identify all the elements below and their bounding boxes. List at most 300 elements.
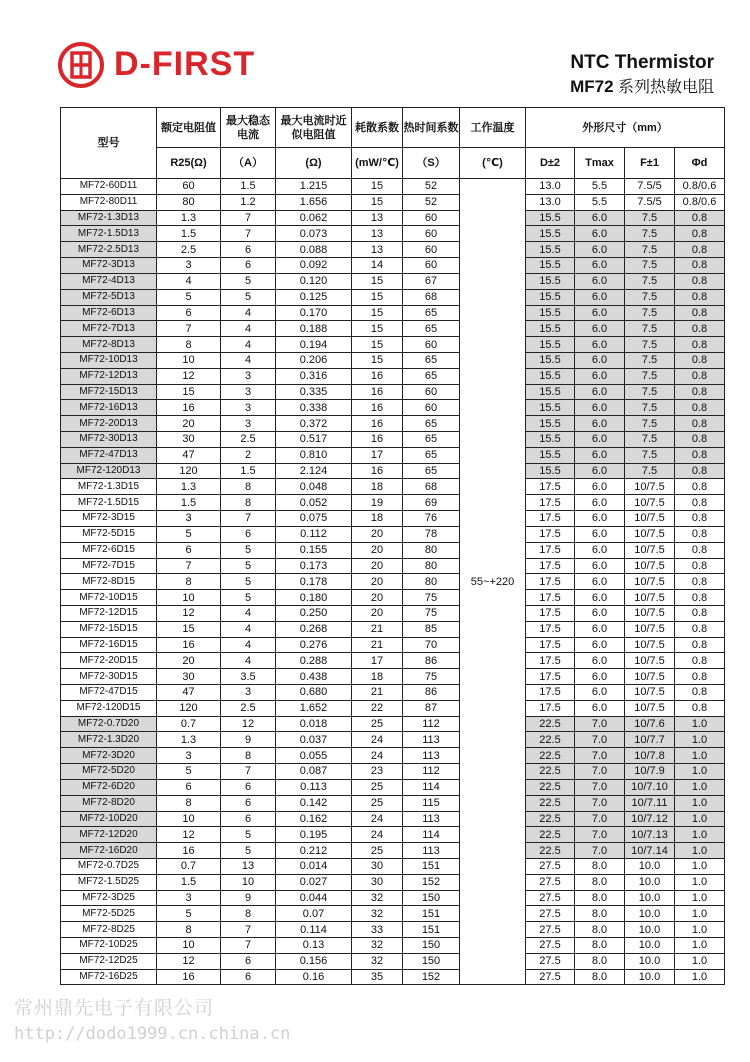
cell-time-const: 80 — [403, 574, 460, 590]
cell-imax: 6 — [221, 953, 276, 969]
cell-imax: 4 — [221, 653, 276, 669]
table-row — [61, 653, 725, 669]
cell-dissipation: 17 — [352, 447, 403, 463]
cell-tmax: 7.0 — [575, 764, 625, 780]
col-temp: 工作温度 — [460, 108, 526, 148]
cell-d: 15.5 — [526, 384, 575, 400]
cell-d: 15.5 — [526, 400, 575, 416]
col-phid: Φd — [675, 148, 725, 179]
cell-model: MF72-7D15 — [61, 558, 157, 574]
cell-r25: 7 — [157, 558, 221, 574]
cell-d: 17.5 — [526, 511, 575, 527]
cell-f: 10/7.5 — [625, 700, 675, 716]
cell-time-const: 114 — [403, 779, 460, 795]
cell-time-const: 75 — [403, 669, 460, 685]
col-dissipation-unit: (mW/℃) — [352, 148, 403, 179]
cell-phid: 1.0 — [675, 732, 725, 748]
cell-f: 10/7.5 — [625, 542, 675, 558]
cell-imax: 4 — [221, 305, 276, 321]
cell-f: 10.0 — [625, 922, 675, 938]
table-row — [61, 258, 725, 274]
cell-tmax: 8.0 — [575, 938, 625, 954]
cell-model: MF72-3D13 — [61, 258, 157, 274]
cell-r25: 1.5 — [157, 874, 221, 890]
cell-model: MF72-5D20 — [61, 764, 157, 780]
cell-imax: 5 — [221, 843, 276, 859]
cell-time-const: 113 — [403, 748, 460, 764]
cell-phid: 0.8 — [675, 289, 725, 305]
cell-model: MF72-20D13 — [61, 416, 157, 432]
cell-dissipation: 15 — [352, 194, 403, 210]
table-row — [61, 953, 725, 969]
cell-model: MF72-5D25 — [61, 906, 157, 922]
cell-time-const: 60 — [403, 337, 460, 353]
cell-f: 10.0 — [625, 938, 675, 954]
cell-phid: 0.8 — [675, 685, 725, 701]
cell-f: 10/7.8 — [625, 748, 675, 764]
cell-time-const: 113 — [403, 843, 460, 859]
cell-rmin: 0.112 — [276, 526, 352, 542]
cell-dissipation: 35 — [352, 969, 403, 985]
cell-f: 7.5 — [625, 400, 675, 416]
cell-d: 27.5 — [526, 874, 575, 890]
cell-imax: 2.5 — [221, 432, 276, 448]
cell-d: 15.5 — [526, 242, 575, 258]
table-row — [61, 858, 725, 874]
cell-phid: 1.0 — [675, 922, 725, 938]
cell-model: MF72-30D13 — [61, 432, 157, 448]
cell-d: 22.5 — [526, 779, 575, 795]
col-d: D±2 — [526, 148, 575, 179]
table-row — [61, 969, 725, 985]
cell-model: MF72-60D11 — [61, 179, 157, 195]
cell-r25: 15 — [157, 384, 221, 400]
table-row — [61, 479, 725, 495]
table-row — [61, 843, 725, 859]
cell-d: 22.5 — [526, 748, 575, 764]
table-row — [61, 764, 725, 780]
table-row — [61, 447, 725, 463]
cell-time-const: 65 — [403, 447, 460, 463]
cell-rmin: 0.335 — [276, 384, 352, 400]
cell-rmin: 0.018 — [276, 716, 352, 732]
cell-f: 10/7.5 — [625, 637, 675, 653]
cell-imax: 5 — [221, 574, 276, 590]
cell-phid: 0.8 — [675, 273, 725, 289]
cell-model: MF72-8D25 — [61, 922, 157, 938]
cell-r25: 30 — [157, 432, 221, 448]
cell-dissipation: 15 — [352, 289, 403, 305]
cell-time-const: 151 — [403, 906, 460, 922]
cell-r25: 47 — [157, 685, 221, 701]
cell-f: 10.0 — [625, 858, 675, 874]
col-r25: 额定电阻值 — [157, 108, 221, 148]
cell-tmax: 6.0 — [575, 289, 625, 305]
cell-imax: 1.5 — [221, 463, 276, 479]
cell-r25: 80 — [157, 194, 221, 210]
table-row — [61, 874, 725, 890]
cell-time-const: 150 — [403, 890, 460, 906]
cell-dissipation: 20 — [352, 605, 403, 621]
cell-imax: 8 — [221, 479, 276, 495]
cell-r25: 0.7 — [157, 716, 221, 732]
watermark-company: 常州鼎先电子有限公司 — [14, 997, 215, 1019]
cell-d: 15.5 — [526, 289, 575, 305]
cell-tmax: 8.0 — [575, 906, 625, 922]
cell-model: MF72-30D15 — [61, 669, 157, 685]
table-row — [61, 305, 725, 321]
cell-rmin: 0.170 — [276, 305, 352, 321]
cell-dissipation: 16 — [352, 400, 403, 416]
cell-d: 22.5 — [526, 764, 575, 780]
cell-dissipation: 18 — [352, 669, 403, 685]
cell-model: MF72-10D13 — [61, 352, 157, 368]
cell-model: MF72-6D20 — [61, 779, 157, 795]
table-row — [61, 321, 725, 337]
cell-phid: 0.8 — [675, 526, 725, 542]
cell-model: MF72-6D15 — [61, 542, 157, 558]
cell-model: MF72-80D11 — [61, 194, 157, 210]
cell-r25: 12 — [157, 953, 221, 969]
cell-rmin: 0.073 — [276, 226, 352, 242]
cell-d: 15.5 — [526, 305, 575, 321]
cell-imax: 12 — [221, 716, 276, 732]
watermark-url: http://dodo1999.cn.china.cn — [14, 1024, 291, 1044]
cell-model: MF72-15D13 — [61, 384, 157, 400]
page-header — [0, 0, 750, 105]
cell-model: MF72-16D20 — [61, 843, 157, 859]
cell-phid: 0.8 — [675, 368, 725, 384]
cell-rmin: 0.178 — [276, 574, 352, 590]
cell-time-const: 112 — [403, 764, 460, 780]
cell-imax: 3 — [221, 384, 276, 400]
cell-rmin: 0.075 — [276, 511, 352, 527]
cell-phid: 0.8 — [675, 400, 725, 416]
cell-d: 22.5 — [526, 827, 575, 843]
cell-rmin: 0.092 — [276, 258, 352, 274]
cell-imax: 1.5 — [221, 179, 276, 195]
cell-f: 7.5 — [625, 273, 675, 289]
cell-d: 17.5 — [526, 700, 575, 716]
table-row — [61, 637, 725, 653]
d-first-logo-icon — [58, 42, 104, 88]
title-chinese — [570, 74, 714, 97]
cell-model: MF72-1.3D20 — [61, 732, 157, 748]
cell-phid: 0.8 — [675, 305, 725, 321]
table-row — [61, 526, 725, 542]
table-row — [61, 779, 725, 795]
cell-f: 7.5/5 — [625, 179, 675, 195]
cell-dissipation: 16 — [352, 432, 403, 448]
cell-d: 27.5 — [526, 858, 575, 874]
cell-model: MF72-0.7D25 — [61, 858, 157, 874]
cell-r25: 1.3 — [157, 210, 221, 226]
col-imax-unit: （A） — [221, 148, 276, 179]
cell-tmax: 6.0 — [575, 669, 625, 685]
cell-f: 10/7.11 — [625, 795, 675, 811]
cell-d: 22.5 — [526, 795, 575, 811]
cell-r25: 10 — [157, 811, 221, 827]
cell-time-const: 113 — [403, 811, 460, 827]
cell-dissipation: 20 — [352, 590, 403, 606]
cell-phid: 0.8 — [675, 432, 725, 448]
cell-model: MF72-0.7D20 — [61, 716, 157, 732]
cell-phid: 0.8 — [675, 605, 725, 621]
table-row — [61, 906, 725, 922]
table-row — [61, 463, 725, 479]
cell-r25: 3 — [157, 890, 221, 906]
cell-time-const: 86 — [403, 653, 460, 669]
cell-dissipation: 13 — [352, 210, 403, 226]
col-r25-unit: R25(Ω) — [157, 148, 221, 179]
cell-tmax: 6.0 — [575, 305, 625, 321]
title-model: MF72 — [570, 77, 614, 96]
cell-imax: 6 — [221, 779, 276, 795]
table-row — [61, 495, 725, 511]
cell-tmax: 8.0 — [575, 890, 625, 906]
col-rmin: 最大电流时近似电阻值 — [276, 108, 352, 148]
cell-dissipation: 18 — [352, 479, 403, 495]
cell-tmax: 6.0 — [575, 605, 625, 621]
cell-rmin: 0.438 — [276, 669, 352, 685]
table-row — [61, 511, 725, 527]
cell-phid: 1.0 — [675, 748, 725, 764]
cell-rmin: 0.276 — [276, 637, 352, 653]
cell-rmin: 0.155 — [276, 542, 352, 558]
cell-time-const: 65 — [403, 416, 460, 432]
cell-model: MF72-10D20 — [61, 811, 157, 827]
cell-f: 7.5 — [625, 242, 675, 258]
table-row — [61, 795, 725, 811]
cell-rmin: 1.656 — [276, 194, 352, 210]
cell-phid: 0.8 — [675, 321, 725, 337]
cell-operating-temp: 55~+220 — [460, 179, 526, 985]
cell-d: 15.5 — [526, 258, 575, 274]
cell-d: 15.5 — [526, 447, 575, 463]
cell-rmin: 0.027 — [276, 874, 352, 890]
cell-phid: 0.8 — [675, 384, 725, 400]
col-dissipation: 耗散系数 — [352, 108, 403, 148]
cell-d: 27.5 — [526, 890, 575, 906]
cell-tmax: 7.0 — [575, 748, 625, 764]
cell-phid: 0.8 — [675, 416, 725, 432]
cell-time-const: 65 — [403, 432, 460, 448]
cell-f: 10/7.5 — [625, 669, 675, 685]
cell-model: MF72-3D20 — [61, 748, 157, 764]
cell-d: 15.5 — [526, 368, 575, 384]
cell-r25: 12 — [157, 368, 221, 384]
cell-d: 22.5 — [526, 843, 575, 859]
cell-dissipation: 24 — [352, 732, 403, 748]
table-row — [61, 194, 725, 210]
table-row — [61, 621, 725, 637]
cell-rmin: 0.088 — [276, 242, 352, 258]
cell-tmax: 7.0 — [575, 843, 625, 859]
cell-r25: 15 — [157, 621, 221, 637]
cell-time-const: 60 — [403, 400, 460, 416]
cell-rmin: 0.142 — [276, 795, 352, 811]
cell-time-const: 69 — [403, 495, 460, 511]
col-imax: 最大稳态电流 — [221, 108, 276, 148]
cell-rmin: 0.288 — [276, 653, 352, 669]
table-row — [61, 811, 725, 827]
cell-time-const: 52 — [403, 179, 460, 195]
table-row — [61, 938, 725, 954]
cell-time-const: 114 — [403, 827, 460, 843]
cell-rmin: 0.114 — [276, 922, 352, 938]
cell-time-const: 52 — [403, 194, 460, 210]
cell-d: 17.5 — [526, 479, 575, 495]
table-row — [61, 179, 725, 195]
cell-rmin: 0.517 — [276, 432, 352, 448]
cell-rmin: 0.087 — [276, 764, 352, 780]
cell-d: 27.5 — [526, 938, 575, 954]
cell-tmax: 6.0 — [575, 258, 625, 274]
cell-f: 7.5/5 — [625, 194, 675, 210]
cell-r25: 4 — [157, 273, 221, 289]
cell-tmax: 6.0 — [575, 637, 625, 653]
cell-d: 27.5 — [526, 922, 575, 938]
cell-phid: 0.8 — [675, 621, 725, 637]
cell-tmax: 6.0 — [575, 384, 625, 400]
cell-phid: 1.0 — [675, 716, 725, 732]
cell-tmax: 7.0 — [575, 795, 625, 811]
cell-r25: 10 — [157, 590, 221, 606]
cell-imax: 7 — [221, 210, 276, 226]
cell-model: MF72-8D13 — [61, 337, 157, 353]
cell-r25: 16 — [157, 400, 221, 416]
cell-imax: 6 — [221, 795, 276, 811]
cell-dissipation: 16 — [352, 416, 403, 432]
cell-f: 7.5 — [625, 384, 675, 400]
cell-r25: 3 — [157, 511, 221, 527]
cell-tmax: 5.5 — [575, 194, 625, 210]
cell-model: MF72-5D15 — [61, 526, 157, 542]
cell-tmax: 6.0 — [575, 352, 625, 368]
cell-dissipation: 13 — [352, 226, 403, 242]
cell-dissipation: 17 — [352, 653, 403, 669]
table-row — [61, 400, 725, 416]
cell-dissipation: 15 — [352, 321, 403, 337]
cell-rmin: 0.014 — [276, 858, 352, 874]
cell-dissipation: 15 — [352, 337, 403, 353]
cell-d: 17.5 — [526, 621, 575, 637]
cell-imax: 5 — [221, 827, 276, 843]
cell-rmin: 0.206 — [276, 352, 352, 368]
cell-phid: 0.8 — [675, 463, 725, 479]
cell-tmax: 6.0 — [575, 210, 625, 226]
cell-r25: 60 — [157, 179, 221, 195]
cell-f: 10/7.9 — [625, 764, 675, 780]
cell-r25: 5 — [157, 906, 221, 922]
cell-imax: 3 — [221, 400, 276, 416]
cell-imax: 9 — [221, 732, 276, 748]
cell-r25: 8 — [157, 922, 221, 938]
cell-time-const: 60 — [403, 210, 460, 226]
cell-time-const: 75 — [403, 605, 460, 621]
cell-d: 17.5 — [526, 653, 575, 669]
cell-r25: 6 — [157, 779, 221, 795]
cell-tmax: 6.0 — [575, 226, 625, 242]
cell-f: 10.0 — [625, 906, 675, 922]
cell-f: 10/7.5 — [625, 526, 675, 542]
table-row — [61, 827, 725, 843]
cell-tmax: 8.0 — [575, 874, 625, 890]
cell-time-const: 76 — [403, 511, 460, 527]
cell-model: MF72-2.5D13 — [61, 242, 157, 258]
cell-model: MF72-16D13 — [61, 400, 157, 416]
cell-f: 7.5 — [625, 210, 675, 226]
cell-rmin: 0.16 — [276, 969, 352, 985]
cell-d: 17.5 — [526, 637, 575, 653]
cell-rmin: 0.052 — [276, 495, 352, 511]
cell-model: MF72-8D15 — [61, 574, 157, 590]
cell-rmin: 0.180 — [276, 590, 352, 606]
table-row — [61, 337, 725, 353]
cell-dissipation: 21 — [352, 621, 403, 637]
table-row — [61, 226, 725, 242]
cell-rmin: 0.120 — [276, 273, 352, 289]
cell-dissipation: 15 — [352, 179, 403, 195]
cell-rmin: 1.215 — [276, 179, 352, 195]
cell-tmax: 8.0 — [575, 858, 625, 874]
cell-model: MF72-3D25 — [61, 890, 157, 906]
cell-rmin: 0.250 — [276, 605, 352, 621]
cell-rmin: 0.113 — [276, 779, 352, 795]
cell-imax: 6 — [221, 526, 276, 542]
cell-tmax: 8.0 — [575, 969, 625, 985]
cell-model: MF72-47D13 — [61, 447, 157, 463]
cell-dissipation: 20 — [352, 542, 403, 558]
cell-phid: 0.8 — [675, 242, 725, 258]
cell-r25: 7 — [157, 321, 221, 337]
cell-imax: 3 — [221, 368, 276, 384]
cell-rmin: 2.124 — [276, 463, 352, 479]
cell-phid: 1.0 — [675, 811, 725, 827]
cell-phid: 0.8 — [675, 558, 725, 574]
cell-dissipation: 25 — [352, 716, 403, 732]
cell-f: 10/7.13 — [625, 827, 675, 843]
cell-f: 10.0 — [625, 874, 675, 890]
cell-dissipation: 23 — [352, 764, 403, 780]
cell-r25: 2.5 — [157, 242, 221, 258]
cell-imax: 7 — [221, 922, 276, 938]
cell-time-const: 68 — [403, 289, 460, 305]
cell-d: 22.5 — [526, 811, 575, 827]
cell-d: 27.5 — [526, 969, 575, 985]
col-time-const-unit: （S） — [403, 148, 460, 179]
cell-phid: 1.0 — [675, 843, 725, 859]
cell-f: 10/7.5 — [625, 574, 675, 590]
cell-phid: 1.0 — [675, 906, 725, 922]
cell-f: 7.5 — [625, 258, 675, 274]
cell-imax: 4 — [221, 321, 276, 337]
cell-tmax: 7.0 — [575, 732, 625, 748]
cell-imax: 2 — [221, 447, 276, 463]
cell-tmax: 6.0 — [575, 463, 625, 479]
cell-dissipation: 32 — [352, 938, 403, 954]
cell-r25: 10 — [157, 938, 221, 954]
cell-imax: 7 — [221, 764, 276, 780]
col-time-const: 热时间系数 — [403, 108, 460, 148]
cell-r25: 16 — [157, 969, 221, 985]
cell-r25: 3 — [157, 748, 221, 764]
cell-dissipation: 20 — [352, 558, 403, 574]
cell-f: 10.0 — [625, 953, 675, 969]
cell-phid: 0.8 — [675, 352, 725, 368]
cell-time-const: 80 — [403, 542, 460, 558]
cell-r25: 47 — [157, 447, 221, 463]
